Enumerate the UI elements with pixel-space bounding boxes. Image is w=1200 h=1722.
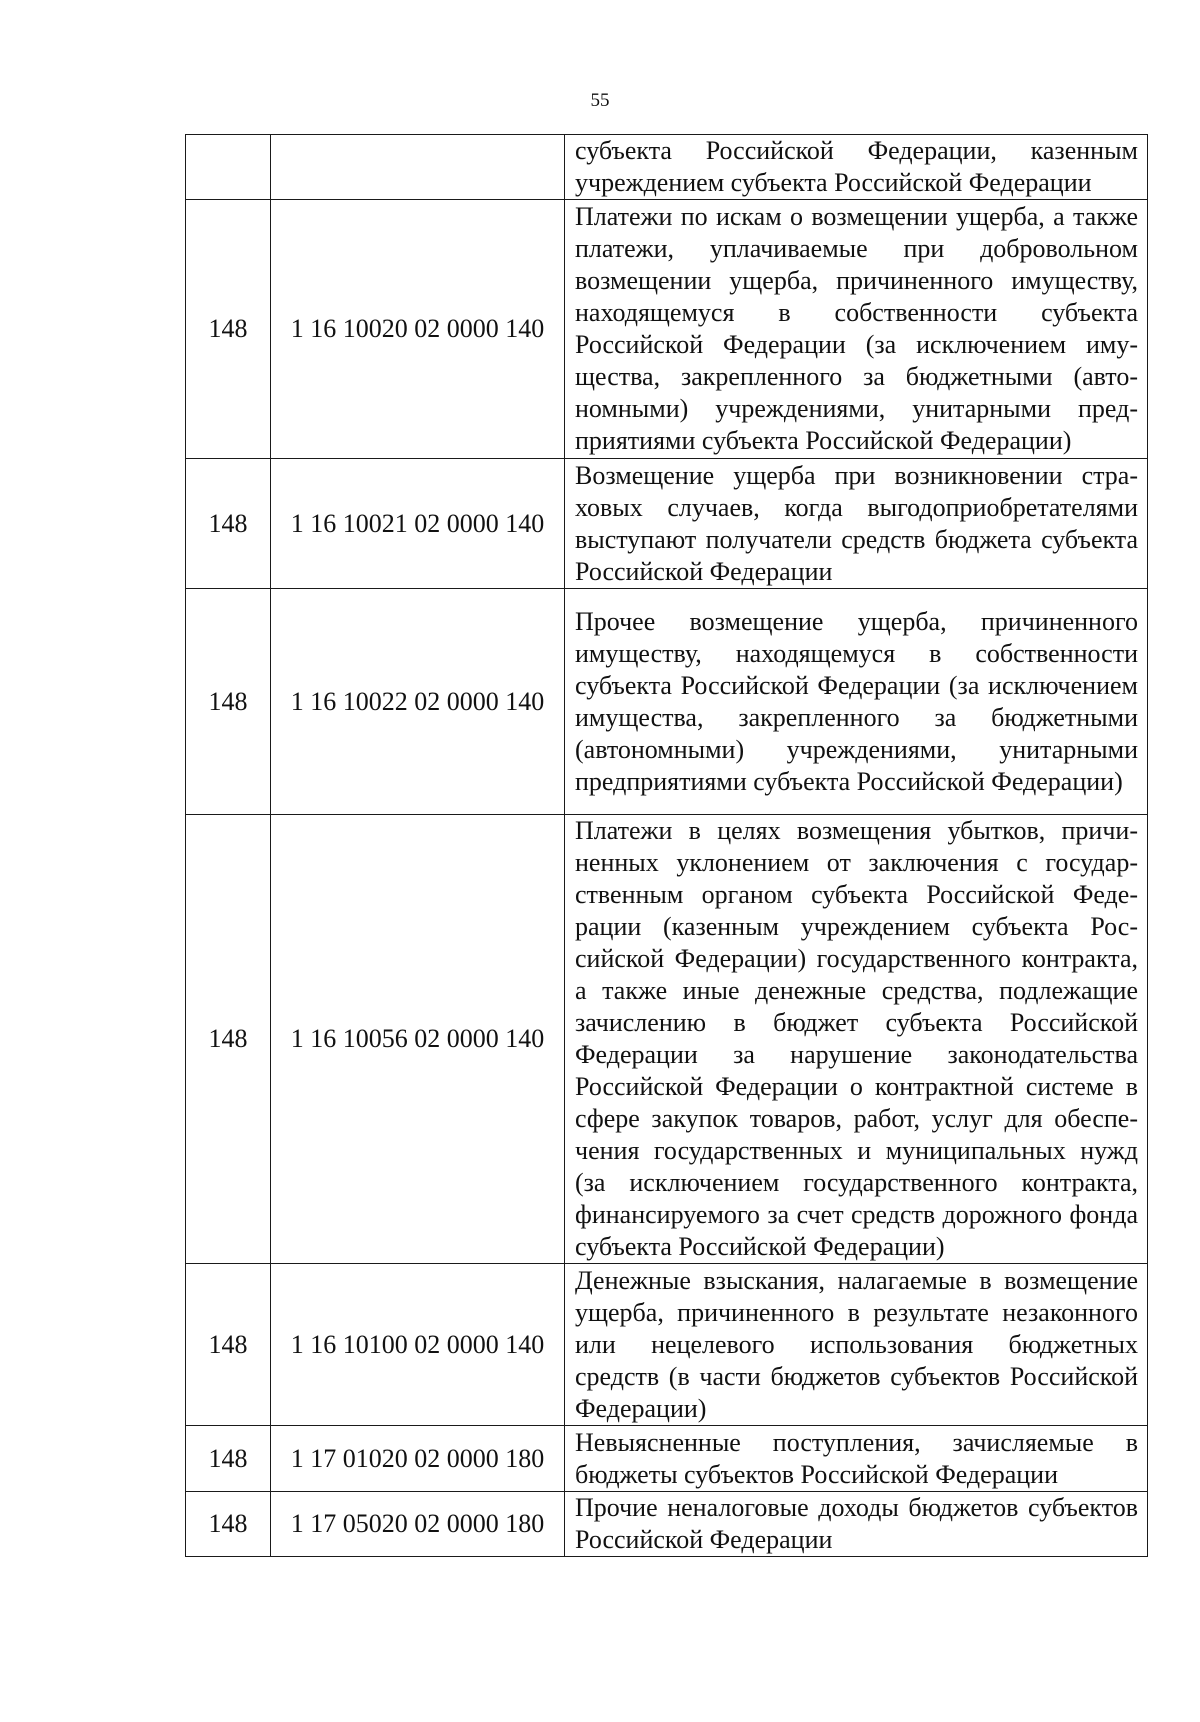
classification-code-cell: 1 16 10100 02 0000 140: [271, 1264, 565, 1426]
revenue-name-cell: Возмещение ущерба при возникновении страховых случаев, когда выгодоприобретателями выступают получатели средств бюджета субъекта Российской Федерации: [565, 459, 1148, 589]
classification-code-cell: 1 16 10056 02 0000 140: [271, 815, 565, 1264]
revenue-name-cell: субъекта Российской Федерации, казенным учреждением субъекта Российской Федерации: [565, 135, 1148, 200]
revenue-name-cell: Невыясненные поступления, зачисляемые в бюджеты субъектов Российской Федерации: [565, 1426, 1148, 1492]
table-row: [186, 459, 1148, 589]
admin-code-cell: 148: [186, 459, 271, 589]
admin-code-cell: 148: [186, 1492, 271, 1557]
admin-code-cell: 148: [186, 1426, 271, 1492]
classification-code-cell: 1 16 10020 02 0000 140: [271, 200, 565, 459]
table-row: [186, 135, 1148, 200]
table-row: [186, 1492, 1148, 1557]
classification-code-cell: 1 17 01020 02 0000 180: [271, 1426, 565, 1492]
revenue-name-cell: Платежи по искам о возмещении ущерба, а также платежи, уплачиваемые при добровольном возмещении ущерба, причиненного имуществу, находящемуся в собственности субъекта Российской Федерации (за исключением имущества, закрепленного за бюджетными (автономными) учреждениями, унитарными предприятиями субъекта Российской Федерации): [565, 200, 1148, 459]
classification-code-cell: [271, 135, 565, 200]
admin-code-cell: 148: [186, 200, 271, 459]
revenue-name-cell: Прочие неналоговые доходы бюджетов субъектов Российской Федерации: [565, 1492, 1148, 1557]
admin-code-cell: 148: [186, 815, 271, 1264]
table-row: [186, 200, 1148, 459]
table-row: [186, 815, 1148, 1264]
budget-revenue-table: [185, 134, 1148, 1557]
table-row: [186, 589, 1148, 815]
revenue-name-cell: Платежи в целях возмещения убытков, причиненных уклонением от заключения с государственным органом субъекта Российской Федерации (казенным учреждением субъекта Российской Федерации) государственного контракта, а также иные денежные средства, подлежащие зачислению в бюджет субъекта Российской Федерации за нарушение законодательства Российской Федерации о контрактной системе в сфере закупок товаров, работ, услуг для обеспечения государственных и муниципальных нужд (за исключением государственного контракта, финансируемого за счет средств дорожного фонда субъекта Российской Федерации): [565, 815, 1148, 1264]
table-row: [186, 1426, 1148, 1492]
admin-code-cell: 148: [186, 589, 271, 815]
page-number: 55: [590, 90, 610, 111]
admin-code-cell: 148: [186, 1264, 271, 1426]
admin-code-cell: [186, 135, 271, 200]
classification-code-cell: 1 17 05020 02 0000 180: [271, 1492, 565, 1557]
classification-code-cell: 1 16 10021 02 0000 140: [271, 459, 565, 589]
classification-code-cell: 1 16 10022 02 0000 140: [271, 589, 565, 815]
revenue-name-cell: Денежные взыскания, налагаемые в возмещение ущерба, причиненного в результате незаконного или нецелевого использования бюджетных средств (в части бюджетов субъектов Российской Федерации): [565, 1264, 1148, 1426]
revenue-name-cell: Прочее возмещение ущерба, причиненного имуществу, находящемуся в собственности субъекта Российской Федерации (за исключением имущества, закрепленного за бюджетными (автономными) учреждениями, унитарными предприятиями субъекта Российской Федерации): [565, 589, 1148, 815]
table-row: [186, 1264, 1148, 1426]
